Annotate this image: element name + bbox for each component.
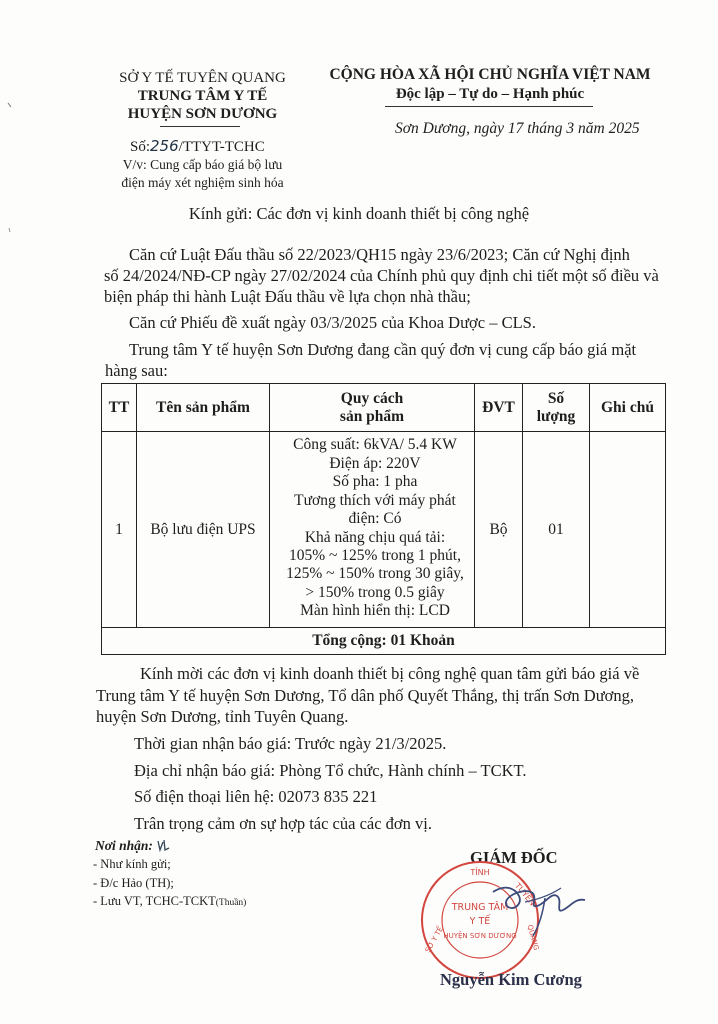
- republic-title: CỘNG HÒA XÃ HỘI CHỦ NGHĨA VIỆT NAM: [329, 66, 651, 83]
- spec-line: Số pha: 1 pha: [332, 473, 418, 491]
- request-line1: Trung tâm Y tế huyện Sơn Dương đang cần quý đơn vị cung cấp báo giá mặt: [129, 340, 637, 359]
- spec-line: Tương thích với máy phát: [294, 491, 456, 509]
- doc-number-suffix: /TTYT-TCHC: [178, 139, 265, 155]
- recipient-item: [93, 894, 246, 909]
- header-product-name: Tên sản phẩm: [137, 384, 270, 432]
- spec-line: Công suất: 6kVA/ 5.4 KW: [293, 436, 457, 454]
- org-name-line1: TRUNG TÂM Y TẾ: [137, 88, 268, 104]
- spec-line: Điện áp: 220V: [329, 454, 421, 472]
- table-header-row: [102, 384, 666, 432]
- recipient-item-sub: (Thuần): [215, 898, 247, 908]
- doc-number-prefix: Số:: [130, 139, 151, 155]
- subject-line1: V/v: Cung cấp báo giá bộ lưu: [122, 157, 283, 172]
- spec-line: Màn hình hiển thị: LCD: [300, 602, 450, 620]
- quote-deadline: Thời gian nhận báo giá: Trước ngày 21/3/2025.: [134, 734, 447, 753]
- header-qty-line2: lượng: [536, 407, 576, 425]
- goods-table: [101, 383, 666, 655]
- spec-line: 105% ~ 125% trong 1 phút,: [289, 546, 461, 564]
- place-and-date: Sơn Dương, ngày 17 tháng 3 năm 2025: [395, 120, 640, 137]
- header-spec-line2: sản phẩm: [339, 407, 405, 425]
- svg-text:TUYÊN: TUYÊN: [512, 881, 537, 908]
- legal-basis-line1: Căn cứ Luật Đấu thầu số 22/2023/QH15 ngày 23/6/2023; Căn cứ Nghị định: [129, 245, 630, 264]
- header-spec: [270, 384, 475, 432]
- header-left-divider: [160, 126, 240, 127]
- svg-text:TỈNH: TỈNH: [470, 868, 490, 877]
- invitation-line3: huyện Sơn Dương, tỉnh Tuyên Quang.: [96, 707, 349, 726]
- signer-name: Nguyễn Kim Cương: [440, 970, 582, 989]
- cell-product-name: Bộ lưu điện UPS: [137, 432, 270, 628]
- document-number: [130, 137, 265, 156]
- recipient-item: - Đ/c Hảo (TH);: [93, 876, 174, 890]
- svg-text:Y TẾ: Y TẾ: [469, 916, 491, 927]
- request-line2: hàng sau:: [105, 361, 168, 380]
- checkmark-handwritten-icon: [156, 838, 170, 852]
- signer-title: GIÁM ĐỐC: [470, 848, 558, 867]
- cell-tt: 1: [102, 432, 137, 628]
- doc-number-handwritten: 256: [150, 137, 179, 155]
- org-name-line2: HUYỆN SƠN DƯƠNG: [127, 106, 278, 122]
- recipients-title: [95, 838, 170, 854]
- spec-line: > 150% trong 0.5 giây: [305, 583, 445, 601]
- header-quantity: [523, 384, 590, 432]
- header-qty-line1: Số: [547, 389, 565, 407]
- subject-line2: điện máy xét nghiệm sinh hóa: [121, 175, 284, 190]
- recipient-item: - Như kính gửi;: [93, 857, 171, 871]
- svg-text:TRUNG TÂM: TRUNG TÂM: [451, 902, 509, 913]
- svg-text:SỞ Y TẾ: SỞ Y TẾ: [423, 925, 445, 954]
- invitation-line1: Kính mời các đơn vị kinh doanh thiết bị công nghệ quan tâm gửi báo giá về: [140, 664, 640, 683]
- header-unit: ĐVT: [475, 384, 523, 432]
- header-note: Ghi chú: [590, 384, 666, 432]
- national-motto: Độc lập – Tự do – Hạnh phúc: [395, 86, 585, 102]
- legal-basis-line2: số 24/2024/NĐ-CP ngày 27/02/2024 của Chính phủ quy định chi tiết một số điều và: [104, 266, 659, 285]
- legal-basis-line3: biện pháp thi hành Luật Đấu thầu về lựa chọn nhà thầu;: [104, 287, 471, 306]
- table-row: [102, 432, 666, 628]
- greeting: Kính gửi: Các đơn vị kinh doanh thiết bị công nghệ: [188, 204, 530, 223]
- ministry-name: SỞ Y TẾ TUYÊN QUANG: [119, 70, 286, 86]
- cell-note: [590, 432, 666, 628]
- quote-address: Địa chỉ nhận báo giá: Phòng Tổ chức, Hành chính – TCKT.: [134, 761, 527, 780]
- recipients-title-text: Nơi nhận:: [95, 838, 153, 853]
- table-total-row: [102, 628, 666, 655]
- spec-line: điện: Có: [348, 510, 402, 528]
- svg-text:HUYỆN SƠN DƯƠNG: HUYỆN SƠN DƯƠNG: [443, 932, 517, 940]
- spec-line: Khả năng chịu quá tải:: [304, 528, 446, 546]
- handwritten-signature-icon: [485, 862, 595, 942]
- spec-line: 125% ~ 150% trong 30 giây,: [286, 565, 464, 583]
- header-spec-line1: Quy cách: [340, 389, 404, 407]
- margin-mark-icon: [2, 0, 12, 1024]
- header-right-divider: [385, 106, 593, 107]
- svg-text:QUANG: QUANG: [525, 923, 541, 952]
- cell-quantity: 01: [523, 432, 590, 628]
- cell-unit: Bộ: [475, 432, 523, 628]
- header-tt: TT: [102, 384, 137, 432]
- cell-spec: [270, 432, 475, 628]
- invitation-line2: Trung tâm Y tế huyện Sơn Dương, Tổ dân phố Quyết Thắng, thị trấn Sơn Dương,: [96, 686, 634, 705]
- proposal-basis: Căn cứ Phiếu đề xuất ngày 03/3/2025 của Khoa Dược – CLS.: [129, 313, 536, 332]
- contact-phone: Số điện thoại liên hệ: 02073 835 221: [134, 787, 378, 806]
- thanks-line: Trân trọng cảm ơn sự hợp tác của các đơn vị.: [134, 814, 432, 833]
- recipient-item-text: - Lưu VT, TCHC-TCKT: [93, 894, 216, 908]
- total-label: Tổng cộng: 01 Khoản: [102, 628, 666, 655]
